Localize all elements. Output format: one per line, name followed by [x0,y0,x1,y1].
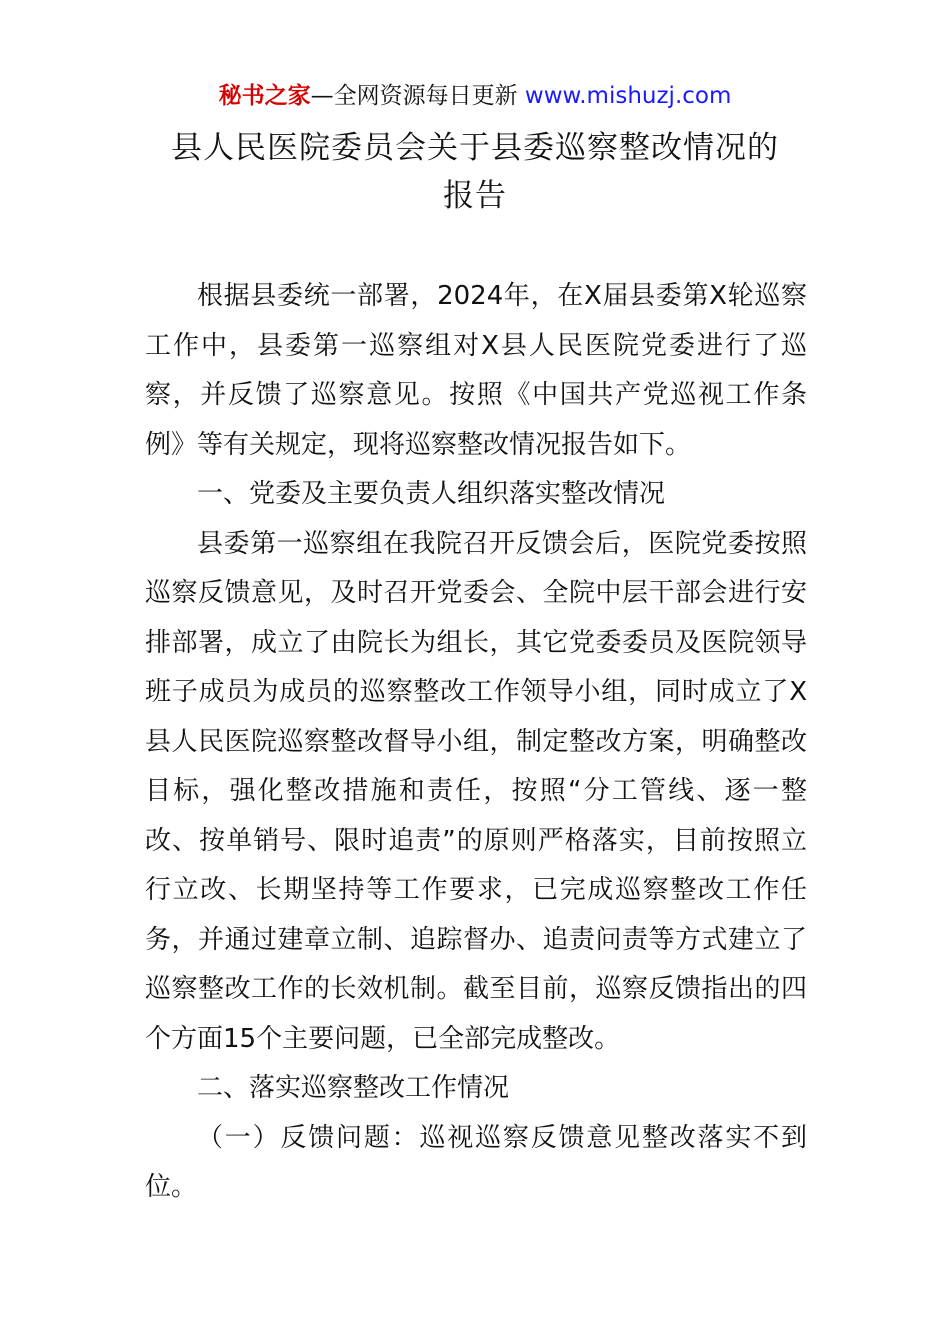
document-body [145,272,807,1213]
document-title-line-2: 报告 [443,178,507,214]
section-heading-1: 一、党委及主要负责人组织落实整改情况 [197,479,666,509]
paragraph-section-1: 县委第一巡察组在我院召开反馈会后，医院党委按照巡察反馈意见，及时召开党委会、全院中层干部会进行安排部署，成立了由院长为组长，其它党委委员及医院领导班子成员为成员的巡察整改工作领导小组，同时成立了X县人民医院巡察整改督导小组，制定整改方案，明确整改目标，强化整改措施和责任，按照“分工管线、逐一整改、按单销号、限时追责”的原则严格落实，目前按照立行立改、长期坚持等工作要求，已完成巡察整改工作任务，并通过建章立制、追踪督办、追责问责等方式建立了巡察整改工作的长效机制。截至目前，巡察反馈指出的四个方面15个主要问题，已全部完成整改。 [145,528,807,1054]
site-brand: 秘书之家 [218,83,311,109]
paragraph-intro: 根据县委统一部署，2024年，在X届县委第X轮巡察工作中，县委第一巡察组对X县人民医院党委进行了巡察，并反馈了巡察意见。按照《中国共产党巡视工作条例》等有关规定，现将巡察整改情况报告如下。 [145,281,807,460]
document-title-line-1: 县人民医院委员会关于县委巡察整改情况的 [171,130,779,166]
site-url-link[interactable]: www.mishuzj.com [524,83,732,109]
document-title [0,124,950,220]
subsection-heading-1: （一）反馈问题：巡视巡察反馈意见整改落实不到位。 [145,1122,807,1202]
site-header [0,80,950,112]
section-heading-2: 二、落实巡察整改工作情况 [197,1073,510,1103]
site-tagline: —全网资源每日更新 [310,83,525,109]
